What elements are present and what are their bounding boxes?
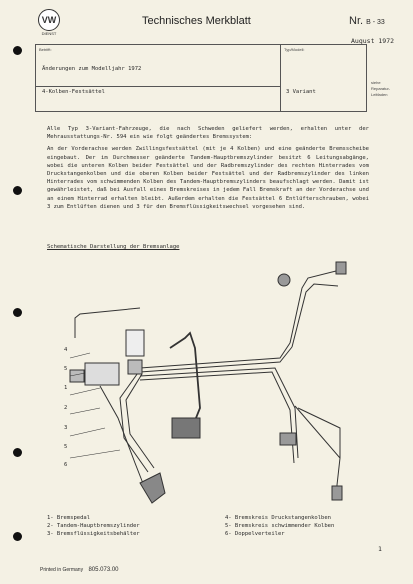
callout-1: 1 [64, 385, 68, 391]
brake-line [140, 343, 290, 368]
master-cylinder-end [70, 370, 84, 382]
printed-note: Printed in Germany [40, 567, 84, 573]
brake-line [295, 406, 340, 494]
brake-line [120, 370, 148, 472]
distributor-right [280, 433, 296, 445]
logo-subtitle: DIENST [41, 31, 57, 36]
callout-leader [70, 428, 105, 436]
fluid-reservoir [126, 330, 144, 356]
legend-item: 5- Bremskreis schwimmender Kolben [225, 523, 335, 530]
legend-item: 3- Bremsflüssigkeitsbehälter [47, 531, 140, 538]
callout-6: 6 [64, 462, 68, 468]
body-text [47, 125, 369, 215]
vw-logo: VW [38, 9, 60, 31]
legend-item: 4- Bremskreis Druckstangenkolben [225, 515, 331, 521]
pedal-pad [172, 418, 200, 438]
master-cylinder [85, 363, 119, 385]
paragraph-2: An der Vorderachse werden Zwillingsfestsättel (mit je 4 Kolben) und eine geänderte Bremsscheibe eingebaut. Der im Durchmesser geänderte Tandem-Hauptbremszylinder besitzt 6 Leitungsabgänge, wobei die unteren Kolben beider Festsättel und der Radbremszylinder des rechten Hinterrades vom Druckstangenkolben und die oberen Kolben beider Festsättel und der Radbremszylinder des linken Hinterrades vom schwimmenden Kolben des Tandem-Hauptbremszylinders beaufschlagt werden. Damit ist gewährleistet, daß bei Ausfall eines Bremskreises in jedem Fall Bremskraft an der Vorderachse und an einem Hinterrad erhalten bleibt. Außerdem erhalten die Festsättel 6 Entlüfterschrauben, wobei 3 zum Entlüften dienen und 3 für den Bremsflüssigkeitswechsel vorgesehen sind. [47, 146, 369, 210]
punch-hole [13, 186, 22, 195]
form-divider [280, 44, 281, 111]
brake-line [140, 368, 298, 458]
rear-wheel-bottom [332, 486, 342, 500]
callout-4: 4 [64, 347, 68, 353]
print-code: 805.073.00 [88, 567, 119, 573]
document-number: Nr. B - 33 [349, 15, 385, 27]
callout-2: 2 [64, 405, 68, 411]
callout-leader [70, 353, 90, 358]
brake-line [290, 270, 340, 343]
legend-item: 1- Bremspedal [47, 515, 91, 521]
legend-item: 6- Doppelverteiler [225, 531, 285, 538]
brake-line [140, 372, 294, 463]
page-title: Technisches Merkblatt [142, 15, 251, 27]
callout-leader [70, 450, 120, 458]
callout-leader [70, 388, 100, 395]
brake-line [126, 374, 154, 468]
document-date: August 1972 [351, 37, 395, 45]
form-frame [35, 44, 367, 112]
typ-label: Typ/Modell: [284, 47, 305, 52]
distributor [128, 360, 142, 374]
side-note: siehe Reparatur- Leitfaden [371, 80, 391, 97]
typ-value: 3 Variant [286, 89, 316, 95]
legend-right [225, 514, 334, 539]
front-caliper [140, 473, 165, 503]
punch-hole [13, 308, 22, 317]
punch-hole [13, 46, 22, 55]
betrifft-label: Betrifft: [39, 47, 52, 52]
subject-line-2: 4-Kolben-Festsättel [42, 89, 105, 95]
callout-5b: 5 [64, 444, 68, 450]
legend-left [47, 514, 140, 539]
paragraph-1: Alle Typ 3-Variant-Fahrzeuge, die nach Schweden geliefert werden, erhalten unter der Mehrausstattungs-Nr. 594 ein wie folgt geändertes Bremssystem: [47, 126, 369, 141]
subject-line-1: Änderungen zum Modelljahr 1972 [42, 66, 142, 72]
brake-system-diagram [40, 258, 370, 508]
rear-wheel-top [336, 262, 346, 274]
callout-5: 5 [64, 366, 68, 372]
callout-leader [70, 408, 100, 414]
form-rule [35, 86, 281, 87]
punch-hole [13, 448, 22, 457]
legend-item: 2- Tandem-Hauptbremszylinder [47, 523, 140, 530]
diagram-title: Schematische Darstellung der Bremsanlage [47, 244, 180, 250]
brake-line [100, 386, 144, 486]
punch-hole [13, 532, 22, 541]
callout-3: 3 [64, 425, 68, 431]
caliper-top [278, 274, 290, 286]
page-number: 1 [378, 545, 382, 553]
brake-line [292, 284, 338, 347]
footer [40, 567, 119, 573]
